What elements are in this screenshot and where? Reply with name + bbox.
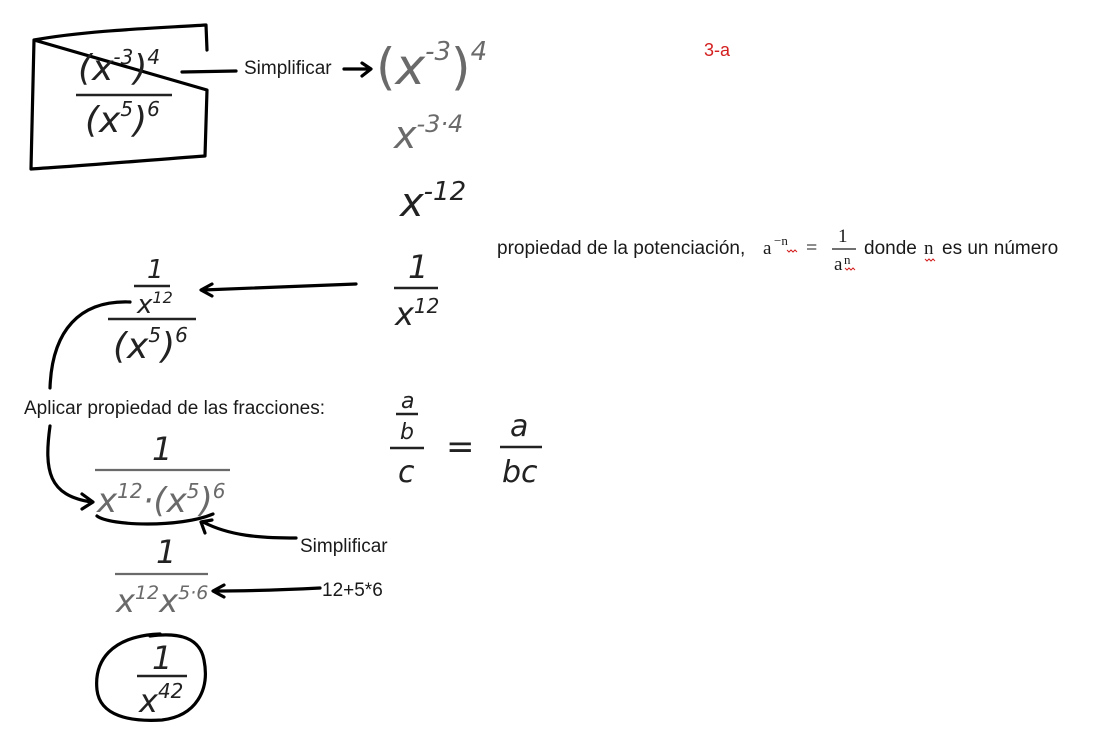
svg-text:b: b xyxy=(400,420,414,445)
svg-text:x-3·4: $x^{-3\cdot 4}$ xyxy=(394,110,464,157)
svg-text:x12x5·6: $x^{12}x^{5\cdot 6}$ xyxy=(116,582,209,620)
svg-text:1: 1 xyxy=(156,533,177,571)
svg-text:bc: bc xyxy=(502,455,538,490)
svg-text:1: 1 xyxy=(838,226,848,247)
svg-text:=: = xyxy=(446,427,475,467)
page-tag: 3-a xyxy=(704,40,731,60)
svg-text:n: n xyxy=(924,238,934,259)
problem-expression xyxy=(76,45,172,141)
step-5 xyxy=(95,430,230,521)
svg-text:1: 1 xyxy=(147,255,164,285)
svg-text:c: c xyxy=(398,455,415,490)
arrow-right-1 xyxy=(344,63,371,76)
svg-text:x12: $x^{12}$ xyxy=(395,294,440,333)
svg-text:(x-3)4: $(x^{-3})^4$ xyxy=(376,37,488,96)
step-3 xyxy=(398,177,466,226)
simplify-label-1: Simplificar xyxy=(244,58,332,79)
step-1 xyxy=(376,37,487,96)
svg-text:donde: donde xyxy=(864,238,917,259)
simplify-label-2: Simplificar xyxy=(300,536,388,557)
svg-text:n: n xyxy=(844,252,851,267)
svg-text:(x5)6: $(x^5)^6$ xyxy=(85,97,160,141)
svg-text:(x5)6: $(x^5)^6$ xyxy=(113,323,188,367)
arrow-left-1 xyxy=(201,284,356,296)
curve-arrow-bottom xyxy=(48,426,93,509)
step-2 xyxy=(393,110,463,157)
step-6 xyxy=(115,533,208,620)
svg-text:(x-3)4: $(x^{-3})^4$ xyxy=(78,45,161,89)
svg-text:a: a xyxy=(763,238,772,259)
svg-text:a: a xyxy=(834,254,843,275)
arrow-left-3 xyxy=(213,585,320,597)
step-4 xyxy=(394,248,439,333)
svg-text:a: a xyxy=(510,409,529,444)
svg-text:x12·(x5)6: $x^{12}\cdot(x^5)^6$ xyxy=(97,479,226,521)
svg-text:1: 1 xyxy=(152,639,173,677)
svg-text:es un número: es un número xyxy=(942,238,1059,259)
apply-fractions-label: Aplicar propiedad de las fracciones: xyxy=(24,398,326,419)
svg-text:1: 1 xyxy=(408,248,429,286)
arrow-left-2 xyxy=(201,520,296,538)
exponent-sum-label: 12+5*6 xyxy=(322,580,383,601)
svg-text:x-12: $x^{-12}$ xyxy=(400,177,467,226)
svg-text:−n: −n xyxy=(774,233,788,248)
svg-text:propiedad de la potenciación,: propiedad de la potenciación, xyxy=(497,238,746,259)
svg-text:a: a xyxy=(401,389,415,414)
svg-text:x42: $x^{42}$ xyxy=(139,679,184,720)
fraction-rule xyxy=(390,389,542,490)
svg-text:1: 1 xyxy=(152,430,173,468)
svg-text:x12: $x^{12}$ xyxy=(137,288,173,320)
svg-text:=: = xyxy=(806,237,818,259)
complex-fraction xyxy=(108,255,196,367)
connector-line-1 xyxy=(182,71,236,72)
final-answer xyxy=(137,639,187,720)
property-note xyxy=(497,226,1058,275)
